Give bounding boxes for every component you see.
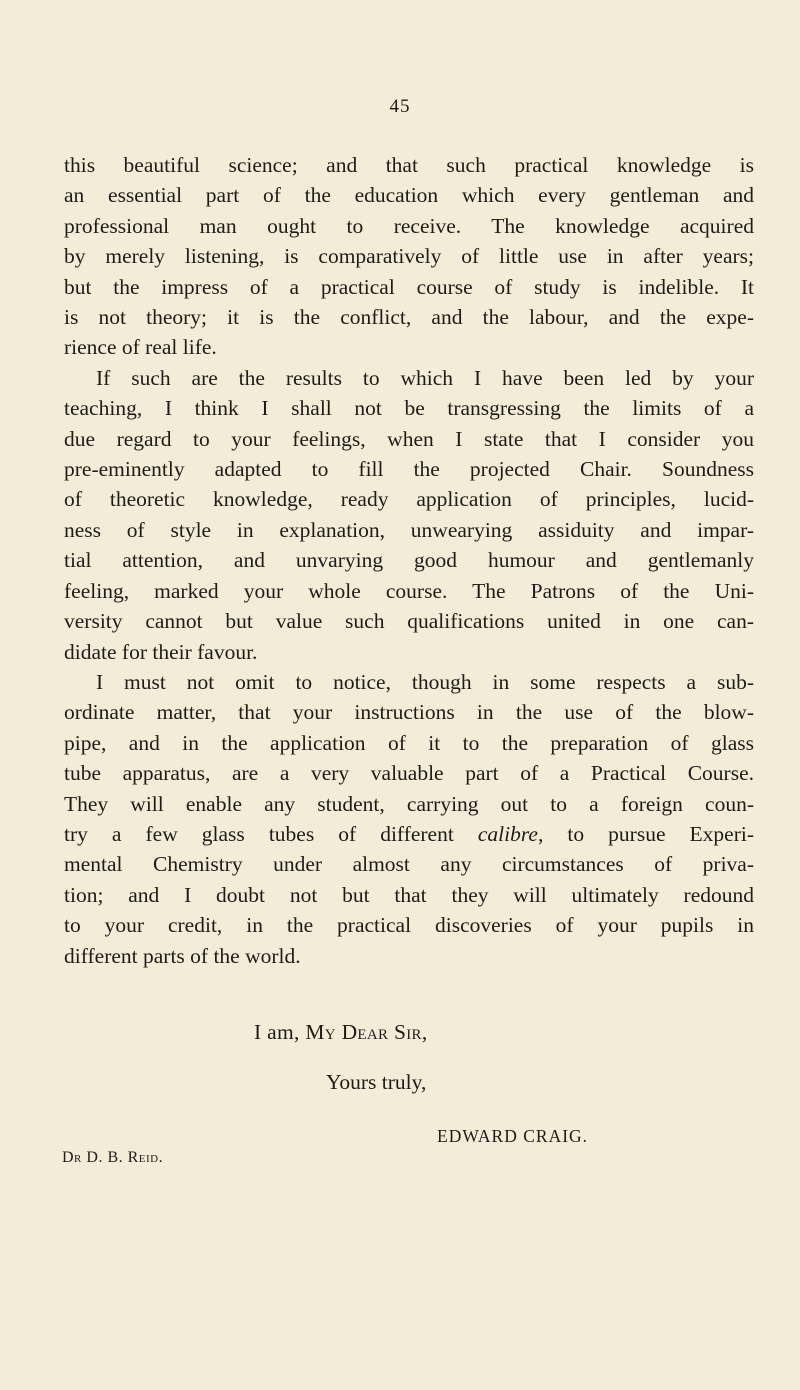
text-line: mental Chemistry under almost any circumstances of priva- bbox=[64, 852, 754, 877]
text-line: by merely listening, is comparatively of little use in after years; bbox=[64, 244, 754, 269]
text-line: versity cannot but value such qualifications united in one can- bbox=[64, 609, 754, 634]
text-line: ness of style in explanation, unwearying assiduity and impar- bbox=[64, 517, 754, 542]
closing-yours: Yours truly, bbox=[326, 1070, 427, 1094]
text-line: but the impress of a practical course of study is indelible. It bbox=[64, 274, 754, 299]
letter-body bbox=[64, 150, 754, 971]
text-line: If such are the results to which I have been led by your bbox=[96, 365, 754, 390]
text-line: pipe, and in the application of it to the preparation of glass bbox=[64, 730, 754, 755]
text-line: different parts of the world. bbox=[64, 943, 301, 968]
addressee: Dr D. B. Reid. bbox=[62, 1149, 164, 1166]
text-line: I must not omit to notice, though in some respects a sub- bbox=[96, 669, 754, 694]
text-line: tion; and I doubt not but that they will ultimately redound bbox=[64, 882, 754, 907]
text-line: ordinate matter, that your instructions in the use of the blow- bbox=[64, 700, 754, 725]
paragraph-3 bbox=[64, 667, 754, 971]
text-line: to your credit, in the practical discoveries of your pupils in bbox=[64, 913, 754, 938]
text-line: an essential part of the education which every gentleman and bbox=[64, 183, 754, 208]
text-line: due regard to your feelings, when I state that I consider you bbox=[64, 426, 754, 451]
text-line: teaching, I think I shall not be transgressing the limits of a bbox=[64, 396, 754, 421]
text-line: professional man ought to receive. The knowledge acquired bbox=[64, 213, 754, 238]
text-line: feeling, marked your whole course. The Patrons of the Uni- bbox=[64, 578, 754, 603]
italic-word: calibre bbox=[477, 821, 538, 846]
text-line: didate for their favour. bbox=[64, 639, 258, 664]
text-line-with-italic bbox=[64, 819, 754, 849]
text-line: tube apparatus, are a very valuable part of a Practical Course. bbox=[64, 761, 754, 786]
text-line: pre-eminently adapted to fill the projected Chair. Soundness bbox=[64, 457, 754, 482]
text-line: rience of real life. bbox=[64, 335, 217, 360]
text-segment: , to pursue Experi- bbox=[537, 821, 754, 846]
salutation-name: My Dear Sir, bbox=[305, 1020, 428, 1044]
text-line: tial attention, and unvarying good humour and gentlemanly bbox=[64, 548, 754, 573]
paragraph-2 bbox=[64, 363, 754, 667]
paragraph-1 bbox=[64, 150, 754, 363]
signature: EDWARD CRAIG. bbox=[437, 1126, 589, 1146]
text-line: is not theory; it is the conflict, and the labour, and the expe- bbox=[64, 305, 754, 330]
text-line: They will enable any student, carrying out to a foreign coun- bbox=[64, 791, 754, 816]
text-line: of theoretic knowledge, ready application of principles, lucid- bbox=[64, 487, 754, 512]
page-number: 45 bbox=[389, 96, 411, 117]
salutation-prefix: I am, bbox=[254, 1020, 306, 1044]
closing-salutation bbox=[254, 1020, 428, 1045]
text-line: this beautiful science; and that such practical knowledge is bbox=[64, 153, 754, 177]
text-segment: try a few glass tubes of different bbox=[64, 821, 478, 846]
